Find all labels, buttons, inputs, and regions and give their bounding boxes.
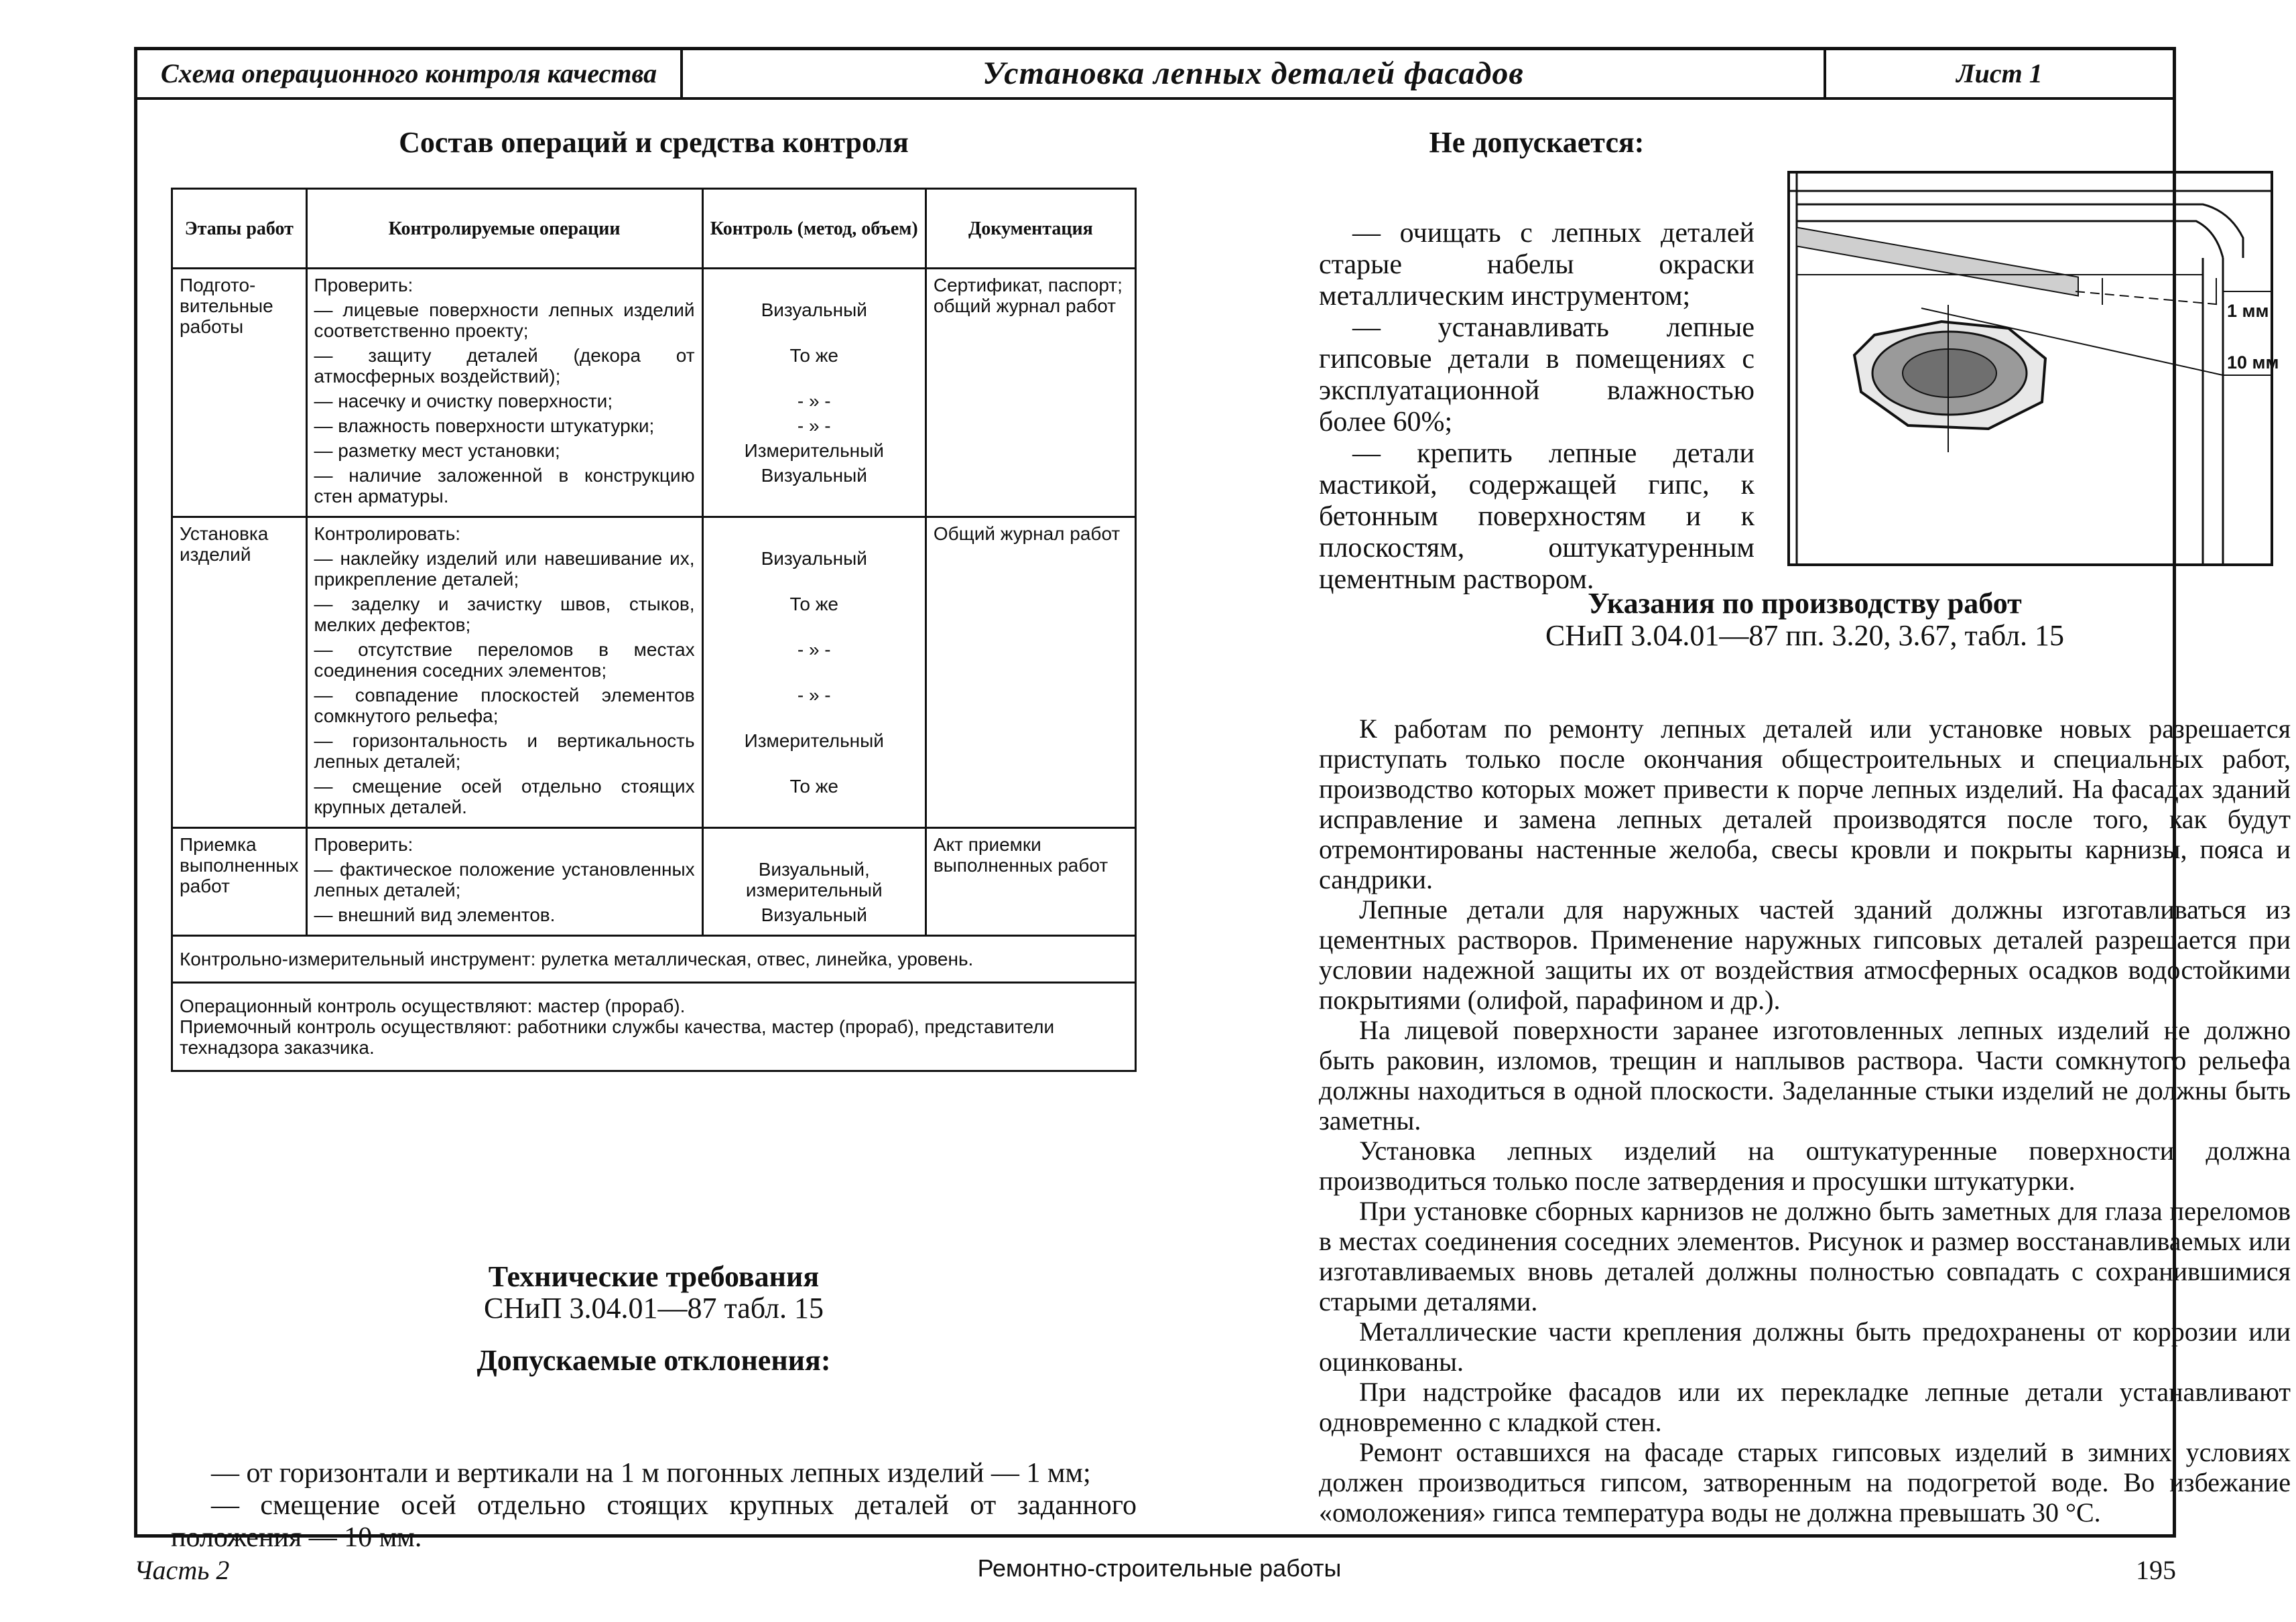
stage-name: Подгото-вительные работы <box>172 269 307 517</box>
control-method: Визуальный <box>761 904 867 925</box>
stage-documentation: Акт приемки выполненных работ <box>926 828 1135 936</box>
instruction-paragraph: Лепные детали для наружных частей зданий должны изготавливаться из цементных растворов. Применение наружных гипсовых деталей разрешается при условии надежной защиты их от воздействия атмосферных осадков водостойкими покрытиями (олифой, парафином и др.). <box>1319 894 2291 1015</box>
operation-item: — смещение осей отдельно стоящих крупных деталей. <box>314 776 695 817</box>
col-header-stage: Этапы работ <box>172 189 307 269</box>
operation-item: — горизонтальность и вертикальность лепных деталей; <box>314 730 695 772</box>
instrument-note: Контрольно-измерительный инструмент: рулетка металлическая, отвес, линейка, уровень. <box>172 936 1136 983</box>
page-number: 195 <box>2136 1555 2176 1585</box>
instructions-body <box>1319 714 2291 1528</box>
stage-name: Установка изделий <box>172 517 307 828</box>
operation-item: — насечку и очистку поверхности; <box>314 391 613 411</box>
not-allowed-item: — устанавливать лепные гипсовые детали в помещениях с эксплуатационной влажностью более 60%; <box>1319 312 1755 437</box>
stage-control <box>702 828 926 936</box>
stage-row <box>172 269 1136 517</box>
label-1mm: 1 мм <box>2227 301 2269 321</box>
deviations-list <box>171 1457 1137 1554</box>
stage-operations <box>306 517 702 828</box>
operations-table <box>171 188 1137 1072</box>
operation-item: — защиту деталей (декора от атмосферных воздействий); <box>314 345 695 387</box>
label-10mm: 10 мм <box>2227 352 2279 373</box>
deviations-title: Допускаемые отклонения: <box>476 1344 831 1377</box>
stage-operations <box>306 828 702 936</box>
stage-documentation: Общий журнал работ <box>926 517 1135 828</box>
instructions-title: Указания по производству работ <box>1588 587 2022 620</box>
not-allowed-item: — крепить лепные детали мастикой, содержащей гипс, к бетонным поверхностям и к плоскостям, оштукатуренным цементным раствором. <box>1319 438 1755 595</box>
tech-requirements-ref: СНиП 3.04.01—87 табл. 15 <box>484 1292 824 1325</box>
control-method: Визуальный <box>761 465 867 486</box>
sheet-header <box>137 50 2173 100</box>
rosette-center <box>1903 349 1996 397</box>
instruction-paragraph: К работам по ремонту лепных деталей или установке новых разрешается приступать только после окончания общестроительных и специальных работ, производство которых может привести к порче лепных изделий. На фасадах зданий исправление и замена лепных деталей производятся после того, как будут отремонтированы настенные желоба, свесы кровли и покрыты карнизы, пояса и сандрики. <box>1319 714 2291 894</box>
instruction-paragraph: На лицевой поверхности заранее изготовленных лепных изделий не должно быть раковин, изломов, трещин и наплывов раствора. Части сомкнутого рельефа должны находиться в одной плоскости. Заделанные стыки изделий не должны быть заметны. <box>1319 1015 2291 1136</box>
deviation-item: — от горизонтали и вертикали на 1 м погонных лепных изделий — 1 мм; <box>211 1458 1091 1489</box>
dimension-line-1mm <box>2076 291 2223 305</box>
ops-section-title: Состав операций и средства контроля <box>399 126 909 159</box>
acceptance-control-note: Приемочный контроль осуществляют: работники службы качества, мастер (прораб), представители технадзора заказчика. <box>180 1016 1055 1058</box>
col-header-operations: Контролируемые операции <box>306 189 702 269</box>
operation-item: — внешний вид элементов. <box>314 904 556 925</box>
col-header-docs: Документация <box>926 189 1135 269</box>
control-spacer <box>710 275 918 295</box>
operation-item: — отсутствие переломов в местах соединения соседних элементов; <box>314 639 695 681</box>
control-spacer <box>710 834 918 855</box>
instruction-paragraph: Установка лепных изделий на оштукатуренные поверхности должна производиться только после затвердения и просушки штукатурки. <box>1319 1136 2291 1196</box>
tech-requirements-title: Технические требования <box>488 1260 820 1293</box>
stage-row <box>172 517 1136 828</box>
stage-control <box>702 517 926 828</box>
not-allowed-item: — очищать с лепных деталей старые набелы окраски металлическим инструментом; <box>1319 218 1755 312</box>
not-allowed-list <box>1319 218 1755 596</box>
stage-operations <box>306 269 702 517</box>
control-method: Визуальный <box>761 299 867 320</box>
stage-documentation: Сертификат, паспорт; общий журнал работ <box>926 269 1135 517</box>
operation-item: — совпадение плоскостей элементов сомкнутого рельефа; <box>314 685 695 726</box>
control-row <box>172 983 1136 1071</box>
control-method: - » - <box>797 415 831 436</box>
instruction-paragraph: При установке сборных карнизов не должно быть заметных для глаза переломов в местах соединения соседних элементов. Рисунок и размер восстанавливаемых или изготавливаемых вновь деталей должны полностью совпадать с сохранившимися старыми деталями. <box>1319 1196 2291 1316</box>
deviation-item: — смещение осей отдельно стоящих крупных деталей от заданного положения — 10 мм. <box>171 1490 1137 1553</box>
table-header-row <box>172 189 1136 269</box>
instruction-paragraph: Ремонт оставшихся на фасаде старых гипсовых изделий в зимних условиях должен производиться гипсом, затворенным на подогретой воде. Во избежание «омоложения» гипса температура воды не должна превышать 30 °С. <box>1319 1437 2291 1528</box>
cornice-ornament <box>1797 227 2078 295</box>
operation-item: — наклейку изделий или навешивание их, прикрепление деталей; <box>314 548 695 590</box>
footer-part: Часть 2 <box>134 1555 230 1585</box>
footer-section: Ремонтно-строительные работы <box>977 1554 1342 1582</box>
page-frame <box>134 47 2291 1553</box>
header-main-title: Установка лепных деталей фасадов <box>982 56 1524 91</box>
control-method: - » - <box>797 685 831 705</box>
control-spacer <box>710 523 918 544</box>
operation-item: — наличие заложенной в конструкцию стен арматуры. <box>314 465 695 506</box>
control-method: То же <box>789 345 839 366</box>
operation-item: — фактическое положение установленных лепных деталей; <box>314 859 695 900</box>
operation-item: — разметку мест установки; <box>314 440 560 461</box>
operation-item: — заделку и зачистку швов, стыков, мелких дефектов; <box>314 594 695 635</box>
control-method: То же <box>789 776 839 797</box>
instruction-paragraph: При надстройке фасадов или их перекладке лепные детали устанавливают одновременно с кладкой стен. <box>1319 1377 2291 1437</box>
operation-item: — влажность поверхности штукатурки; <box>314 415 655 436</box>
control-method: Измерительный <box>744 440 884 461</box>
not-allowed-title: Не допускается: <box>1429 126 1645 159</box>
instrument-row <box>172 936 1136 983</box>
control-method: Визуальный, измерительный <box>745 859 883 900</box>
header-sheet-number: Лист 1 <box>1824 50 2173 97</box>
operations-lead: Проверить: <box>314 275 413 295</box>
operational-control-note: Операционный контроль осуществляют: мастер (прораб). <box>180 996 686 1016</box>
col-header-control: Контроль (метод, объем) <box>702 189 926 269</box>
header-scheme-title: Схема операционного контроля качества <box>137 50 683 97</box>
control-note <box>172 983 1136 1071</box>
operations-lead: Проверить: <box>314 834 413 855</box>
control-method: Измерительный <box>744 730 884 751</box>
control-method: - » - <box>797 639 831 660</box>
stage-control <box>702 269 926 517</box>
instructions-ref: СНиП 3.04.01—87 пп. 3.20, 3.67, табл. 15 <box>1545 619 2065 652</box>
cornice-figure <box>1787 171 2279 566</box>
control-method: Визуальный <box>761 548 867 569</box>
control-method: То же <box>789 594 839 614</box>
control-method: - » - <box>797 391 831 411</box>
operation-item: — лицевые поверхности лепных изделий соответственно проекту; <box>314 299 695 341</box>
operations-lead: Контролировать: <box>314 523 461 544</box>
stage-name: Приемка выполненных работ <box>172 828 307 936</box>
instruction-paragraph: Металлические части крепления должны быть предохранены от коррозии или оцинкованы. <box>1319 1316 2291 1377</box>
stage-row <box>172 828 1136 936</box>
